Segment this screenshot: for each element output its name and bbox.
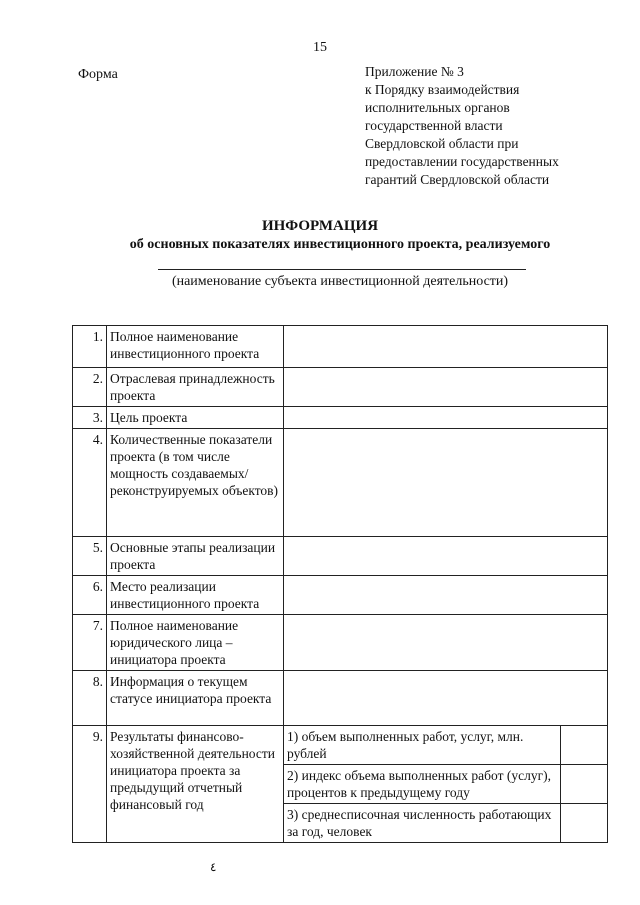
document-title: ИНФОРМАЦИЯ bbox=[261, 218, 379, 234]
row-number: 4. bbox=[73, 429, 107, 537]
value-cell bbox=[284, 576, 608, 615]
value-cell bbox=[284, 537, 608, 576]
value-cell bbox=[284, 429, 608, 537]
appendix-line: гарантий Свердловской области bbox=[365, 172, 550, 187]
value-cell bbox=[284, 326, 608, 368]
value-cell bbox=[284, 407, 608, 429]
table-row bbox=[73, 671, 608, 726]
row-label: Отраслевая принадлежность проекта bbox=[107, 368, 284, 407]
table-row bbox=[73, 537, 608, 576]
sub-indicator: 2) индекс объема выполненных работ (услуг), процентов к предыдущему году bbox=[284, 765, 561, 804]
row-label: Количественные показатели проекта (в том числе мощность создаваемых/ реконструируемых объектов) bbox=[107, 429, 284, 537]
row-label: Место реализации инвестиционного проекта bbox=[107, 576, 284, 615]
row-label: Информация о текущем статусе инициатора проекта bbox=[107, 671, 284, 726]
row-label: Полное наименование инвестиционного проекта bbox=[107, 326, 284, 368]
form-label: Форма bbox=[78, 67, 118, 82]
document-subtitle: об основных показателях инвестиционного проекта, реализуемого bbox=[129, 237, 551, 252]
row-label: Результаты финансово-хозяйственной деятельности инициатора проекта за предыдущий отчетный финансовый год bbox=[107, 726, 284, 843]
row-number: 1. bbox=[73, 326, 107, 368]
appendix-line: Приложение № 3 bbox=[365, 64, 464, 79]
entity-caption: (наименование субъекта инвестиционной деятельности) bbox=[171, 274, 509, 289]
table-row bbox=[73, 726, 608, 765]
row-label: Полное наименование юридического лица – инициатора проекта bbox=[107, 615, 284, 671]
appendix-line: к Порядку взаимодействия bbox=[365, 82, 520, 97]
appendix-line: предоставлении государственных bbox=[365, 154, 559, 169]
page-number: 15 bbox=[313, 40, 327, 55]
value-cell bbox=[284, 368, 608, 407]
appendix-line: исполнительных органов bbox=[365, 100, 510, 115]
table-row bbox=[73, 407, 608, 429]
appendix-line: государственной власти bbox=[365, 118, 503, 133]
table-row bbox=[73, 615, 608, 671]
appendix-block bbox=[365, 63, 559, 189]
value-cell bbox=[561, 804, 608, 843]
row-number: 5. bbox=[73, 537, 107, 576]
table-row bbox=[73, 576, 608, 615]
value-cell bbox=[284, 615, 608, 671]
table-row bbox=[73, 429, 608, 537]
value-cell bbox=[561, 726, 608, 765]
stray-mark: ٤ bbox=[210, 860, 217, 874]
row-number: 6. bbox=[73, 576, 107, 615]
appendix-line: Свердловской области при bbox=[365, 136, 519, 151]
row-number: 9. bbox=[73, 726, 107, 843]
table-row bbox=[73, 368, 608, 407]
row-number: 3. bbox=[73, 407, 107, 429]
value-cell bbox=[561, 765, 608, 804]
row-label: Основные этапы реализации проекта bbox=[107, 537, 284, 576]
entity-blank-line bbox=[158, 269, 526, 270]
row-number: 7. bbox=[73, 615, 107, 671]
sub-indicator: 3) среднесписочная численность работающих за год, человек bbox=[284, 804, 561, 843]
info-table bbox=[72, 325, 608, 843]
row-number: 8. bbox=[73, 671, 107, 726]
table-row bbox=[73, 326, 608, 368]
row-number: 2. bbox=[73, 368, 107, 407]
row-label: Цель проекта bbox=[107, 407, 284, 429]
value-cell bbox=[284, 671, 608, 726]
sub-indicator: 1) объем выполненных работ, услуг, млн. рублей bbox=[284, 726, 561, 765]
